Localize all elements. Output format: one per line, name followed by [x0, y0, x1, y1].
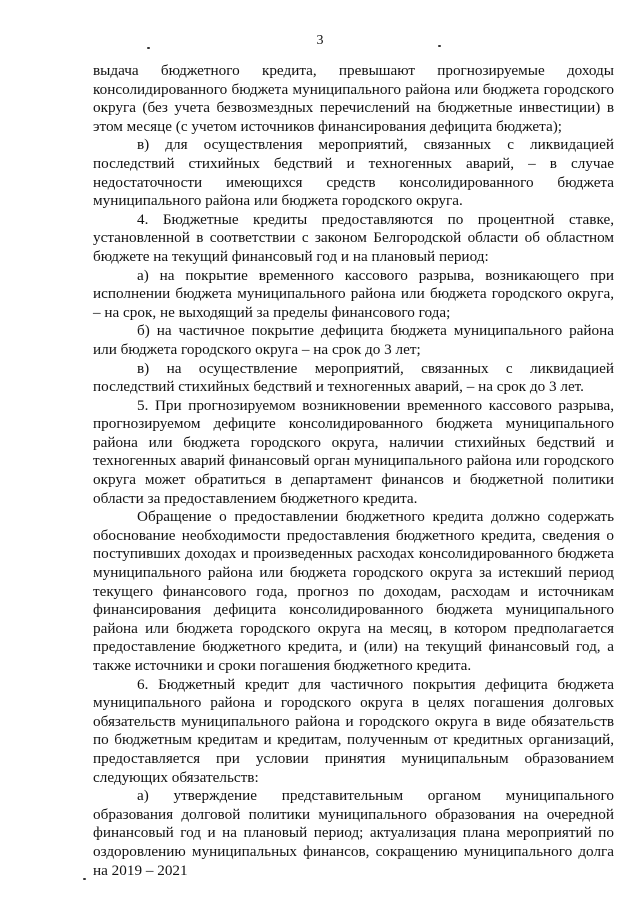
paragraph: выдача бюджетного кредита, превышают прогнозируемые доходы консолидированного бюджета муниципального района или бюджета городского округа (без учета безвозмездных перечислений на бюджетные инвестиции) в этом месяце (с учетом источников финансирования дефицита бюджета); [93, 62, 614, 135]
paragraph: а) на покрытие временного кассового разрыва, возникающего при исполнении бюджета муниципального района или бюджета городского округа, – на срок, не выходящий за пределы финансового года; [93, 266, 614, 321]
scan-speck [83, 878, 86, 880]
paragraph: 6. Бюджетный кредит для частичного покрытия дефицита бюджета муниципального района и городского округа в целях погашения долговых обязательств муниципального района и городского округа в виде обязательств по бюджетным кредитам и кредитам, полученным от кредитных организаций, предоставляется при условии принятия муниципальным образованием следующих обязательств: [93, 675, 614, 786]
paragraph: 4. Бюджетные кредиты предоставляются по процентной ставке, установленной в соответствии с законом Белгородской области об областном бюджете на текущий финансовый год и на плановый период: [93, 210, 614, 265]
paragraph: в) на осуществление мероприятий, связанных с ликвидацией последствий стихийных бедствий и техногенных аварий, – на срок до 3 лет. [93, 359, 614, 396]
paragraph: б) на частичное покрытие дефицита бюджета муниципального района или бюджета городского округа – на срок до 3 лет; [93, 322, 614, 358]
paragraph: Обращение о предоставлении бюджетного кредита должно содержать обоснование необходимости предоставления бюджетного кредита, сведения о поступивших доходах и произведенных расходах консолидированного бюджета муниципального района или бюджета городского округа за истекший период текущего финансового года, прогноз по доходам, расходам и источникам финансирования дефицита консолидированного бюджета муниципального района или бюджета городского округа на месяц, в котором предполагается предоставление бюджетного кредита, и (или) на текущий финансовый год, а также источники и сроки погашения бюджетного кредита. [93, 508, 614, 674]
scan-speck [438, 45, 441, 47]
document-body [93, 62, 614, 880]
page-number: 3 [316, 33, 324, 48]
paragraph: 5. При прогнозируемом возникновении временного кассового разрыва, прогнозируемом дефиците консолидированного бюджета муниципального района или бюджета городского округа, наличии стихийных бедствий и техногенных аварий финансовый орган муниципального района или городского округа может обратиться в департамент финансов и бюджетной политики области за предоставлением бюджетного кредита. [93, 396, 614, 507]
paragraph: в) для осуществления мероприятий, связанных с ликвидацией последствий стихийных бедствий и техногенных аварий, – в случае недостаточности имеющихся средств консолидированного бюджета муниципального района или бюджета городского округа. [93, 136, 614, 210]
paragraph: а) утверждение представительным органом муниципального образования долговой политики муниципального образования на очередной финансовый год и на плановый период; актуализация плана мероприятий по оздоровлению муниципальных финансов, сокращению муниципального долга на 2019 – 2021 [93, 787, 614, 879]
scan-speck [147, 47, 150, 49]
